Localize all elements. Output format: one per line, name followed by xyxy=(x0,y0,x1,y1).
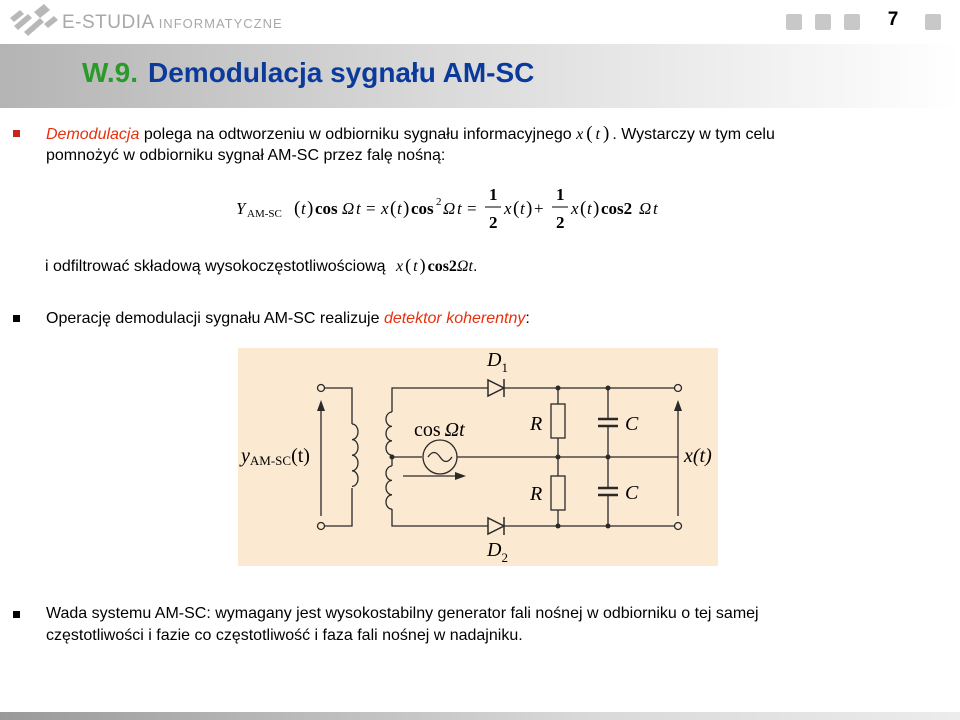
svg-text:Ω: Ω xyxy=(639,199,652,218)
coherent-detector-term: detektor koherentny xyxy=(383,310,526,327)
svg-text:(: ( xyxy=(580,198,587,219)
label-r-bottom: R xyxy=(530,483,543,505)
x-of-t-inline: x ( t ) xyxy=(576,123,610,144)
svg-text:cos2: cos2 xyxy=(601,199,633,218)
label-d1: $D_1$ xyxy=(487,349,508,375)
svg-text:(: ( xyxy=(294,198,301,219)
svg-text:2: 2 xyxy=(489,213,498,232)
svg-text:t: t xyxy=(301,199,306,218)
coherent-detector-diagram xyxy=(238,348,718,566)
svg-text:=: = xyxy=(366,199,376,218)
bullet1-line2: pomnożyć w odbiorniku sygnał AM-SC przez falę nośną: xyxy=(46,147,446,164)
demodulation-formula xyxy=(236,184,676,232)
bullet1-line1: Demodulacja polega na odtworzeniu w odbiorniku sygnału informacyjnego x ( t ) . Wystarczy w tym celu xyxy=(46,123,775,144)
svg-text:): ) xyxy=(307,198,314,219)
bullet-marker-3 xyxy=(13,611,20,618)
filter-expression: x ( t ) cos2Ωt xyxy=(396,255,473,275)
secondary-coil-bottom xyxy=(386,466,392,509)
label-c-bottom: C xyxy=(625,482,639,504)
input-terminal-top xyxy=(318,385,325,392)
svg-text:Ω: Ω xyxy=(443,199,456,218)
svg-text:t: t xyxy=(356,199,361,218)
nav-square-2[interactable] xyxy=(815,14,831,30)
svg-text:t: t xyxy=(520,199,525,218)
svg-text:Ω: Ω xyxy=(342,199,355,218)
label-r-top: R xyxy=(530,413,543,435)
diode-d2 xyxy=(488,518,504,534)
svg-text:(: ( xyxy=(513,198,520,219)
label-d2: $D_2$ xyxy=(487,539,508,565)
svg-text:t: t xyxy=(587,199,592,218)
slide-title xyxy=(82,57,534,89)
input-terminal-bottom xyxy=(318,523,325,530)
primary-coil xyxy=(352,424,358,486)
secondary-coil-top xyxy=(386,412,392,455)
svg-text:2: 2 xyxy=(436,196,442,208)
label-input: yAM-SC(t) xyxy=(241,445,310,468)
svg-text:1: 1 xyxy=(489,185,498,204)
label-source: cos Ωt xyxy=(414,419,465,441)
svg-text:x: x xyxy=(504,199,512,218)
bullet-marker-2 xyxy=(13,315,20,322)
svg-text:AM-SC: AM-SC xyxy=(247,208,282,220)
output-terminal-bottom xyxy=(675,523,682,530)
logo-wordmark: E-STUDIA INFORMATYCZNE xyxy=(62,12,283,33)
label-output: x(t) xyxy=(684,445,712,467)
svg-text:): ) xyxy=(593,198,600,219)
label-c-top: C xyxy=(625,413,639,435)
svg-text:t: t xyxy=(653,199,658,218)
filter-line: i odfiltrować składową wysokoczęstotliwościową x ( t ) cos2Ωt. xyxy=(45,255,478,275)
resistor-top xyxy=(551,404,565,438)
svg-text:=: = xyxy=(467,199,477,218)
demodulation-term: Demodulacja xyxy=(46,126,140,143)
title-text: Demodulacja sygnału AM-SC xyxy=(148,57,535,88)
svg-text:+: + xyxy=(534,199,544,218)
output-terminal-top xyxy=(675,385,682,392)
bottom-bar xyxy=(0,712,960,720)
svg-text:cos: cos xyxy=(411,199,434,218)
diode-d1 xyxy=(488,380,504,396)
bullet3-line2: częstotliwości i fazie co częstotliwość i faza fali nośnej w nadajniku. xyxy=(46,627,523,644)
resistor-bottom xyxy=(551,476,565,510)
circuit-svg xyxy=(238,348,718,566)
svg-text:t: t xyxy=(457,199,462,218)
svg-text:x: x xyxy=(571,199,579,218)
svg-text:1: 1 xyxy=(556,185,565,204)
nav-square-4[interactable] xyxy=(925,14,941,30)
svg-text:): ) xyxy=(403,198,410,219)
svg-text:2: 2 xyxy=(556,213,565,232)
svg-text:cos: cos xyxy=(315,199,338,218)
page-number: 7 xyxy=(887,9,899,30)
svg-text:): ) xyxy=(526,198,533,219)
svg-text:Y: Y xyxy=(236,199,246,218)
bullet3-line1: Wada systemu AM-SC: wymagany jest wysokostabilny generator fali nośnej w odbiorniku o tej samej xyxy=(46,605,759,622)
svg-text:t: t xyxy=(397,199,402,218)
bullet-marker-1 xyxy=(13,130,20,137)
title-number: W.9. xyxy=(82,57,139,88)
nav-square-1[interactable] xyxy=(786,14,802,30)
nav-square-3[interactable] xyxy=(844,14,860,30)
svg-text:x: x xyxy=(381,199,389,218)
svg-text:(: ( xyxy=(390,198,397,219)
bullet2-line: Operację demodulacji sygnału AM-SC realizuje detektor koherentny: xyxy=(46,310,530,327)
